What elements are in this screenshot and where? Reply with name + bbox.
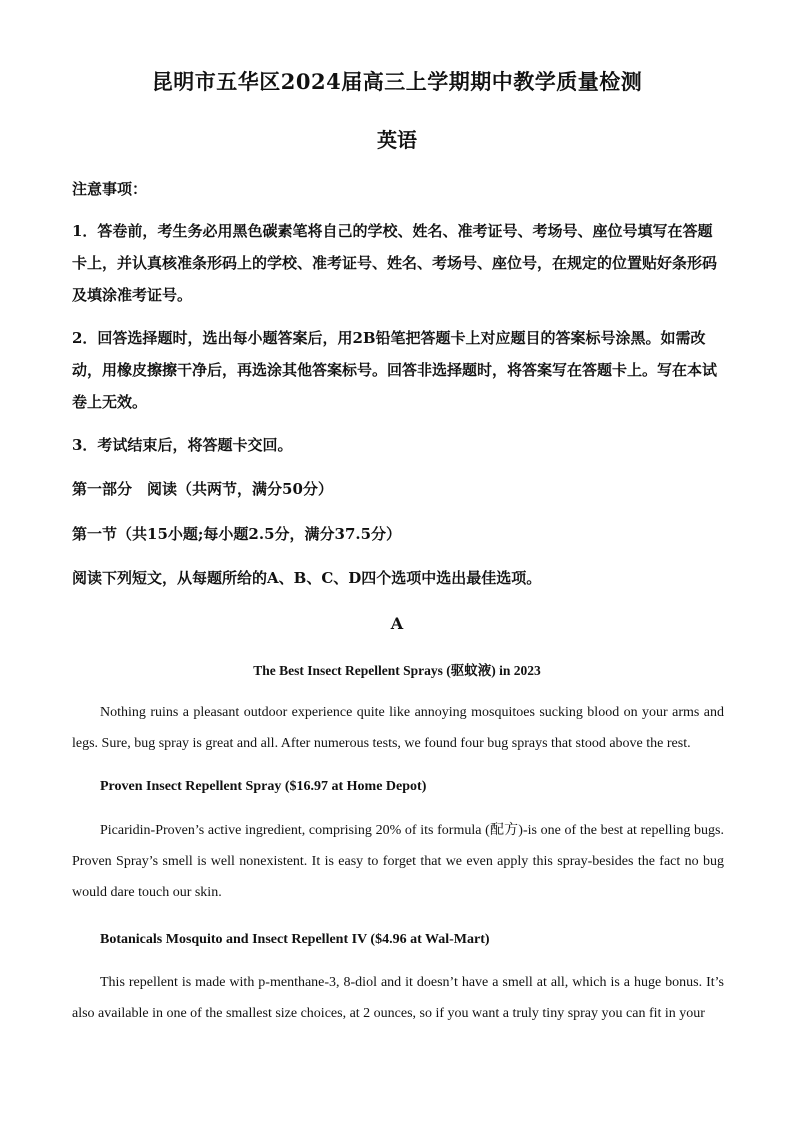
passage-label: A [390, 614, 404, 633]
notice-heading: 注意事项： [72, 180, 148, 198]
instruction: 阅读下列短文，从每题所给的A、B、C、D四个选项中选出最佳选项。 [72, 569, 542, 587]
passage-intro: Nothing ruins a pleasant outdoor experience quite like annoying mosquitoes sucking blood on your arms and legs. Sure, bug spray is great and all. After numerous tests, we found four bug sprays that stood above the rest. [72, 705, 724, 751]
product-name-1: Proven Insect Repellent Spray ($16.97 at Home Depot) [100, 779, 427, 794]
notice-item-2: 2．回答选择题时，选出每小题答案后，用2B铅笔把答题卡上对应题目的答案标号涂黑。如需改动，用橡皮擦擦干净后，再选涂其他答案标号。回答非选择题时，将答案写在答题卡上。写在本试卷上无效。 [72, 329, 718, 411]
section-heading: 第一节（共15小题;每小题2.5分，满分37.5分） [72, 525, 402, 543]
subject-title: 英语 [377, 128, 417, 152]
part-heading: 第一部分 阅读（共两节，满分50分） [72, 480, 333, 498]
product-text-1: Picaridin-Proven’s active ingredient, comprising 20% of its formula (配方)-is one of the best at repelling bugs. Proven Spray’s smell is well nonexistent. It is easy to forget that we even apply this spray-besides the fact no bug would dare touch our skin. [72, 823, 724, 900]
passage-title: The Best Insect Repellent Sprays (驱蚊液) in 2023 [253, 663, 541, 678]
notice-item-1: 1．答卷前，考生务必用黑色碳素笔将自己的学校、姓名、准考证号、考场号、座位号填写在答题卡上，并认真核准条形码上的学校、准考证号、姓名、考场号、座位号，在规定的位置贴好条形码及填涂准考证号。 [72, 222, 718, 304]
exam-title: 昆明市五华区2024届高三上学期期中教学质量检测 [151, 69, 643, 94]
notice-item-3: 3．考试结束后，将答题卡交回。 [72, 436, 293, 454]
product-text-2: This repellent is made with p-menthane-3, 8-diol and it doesn’t have a smell at all, which is a huge bonus. It’s also available in one of the smallest size choices, at 2 ounces, so if you want a truly tiny spray you can fit in your [72, 975, 724, 1021]
product-name-2: Botanicals Mosquito and Insect Repellent IV ($4.96 at Wal-Mart) [100, 932, 490, 947]
